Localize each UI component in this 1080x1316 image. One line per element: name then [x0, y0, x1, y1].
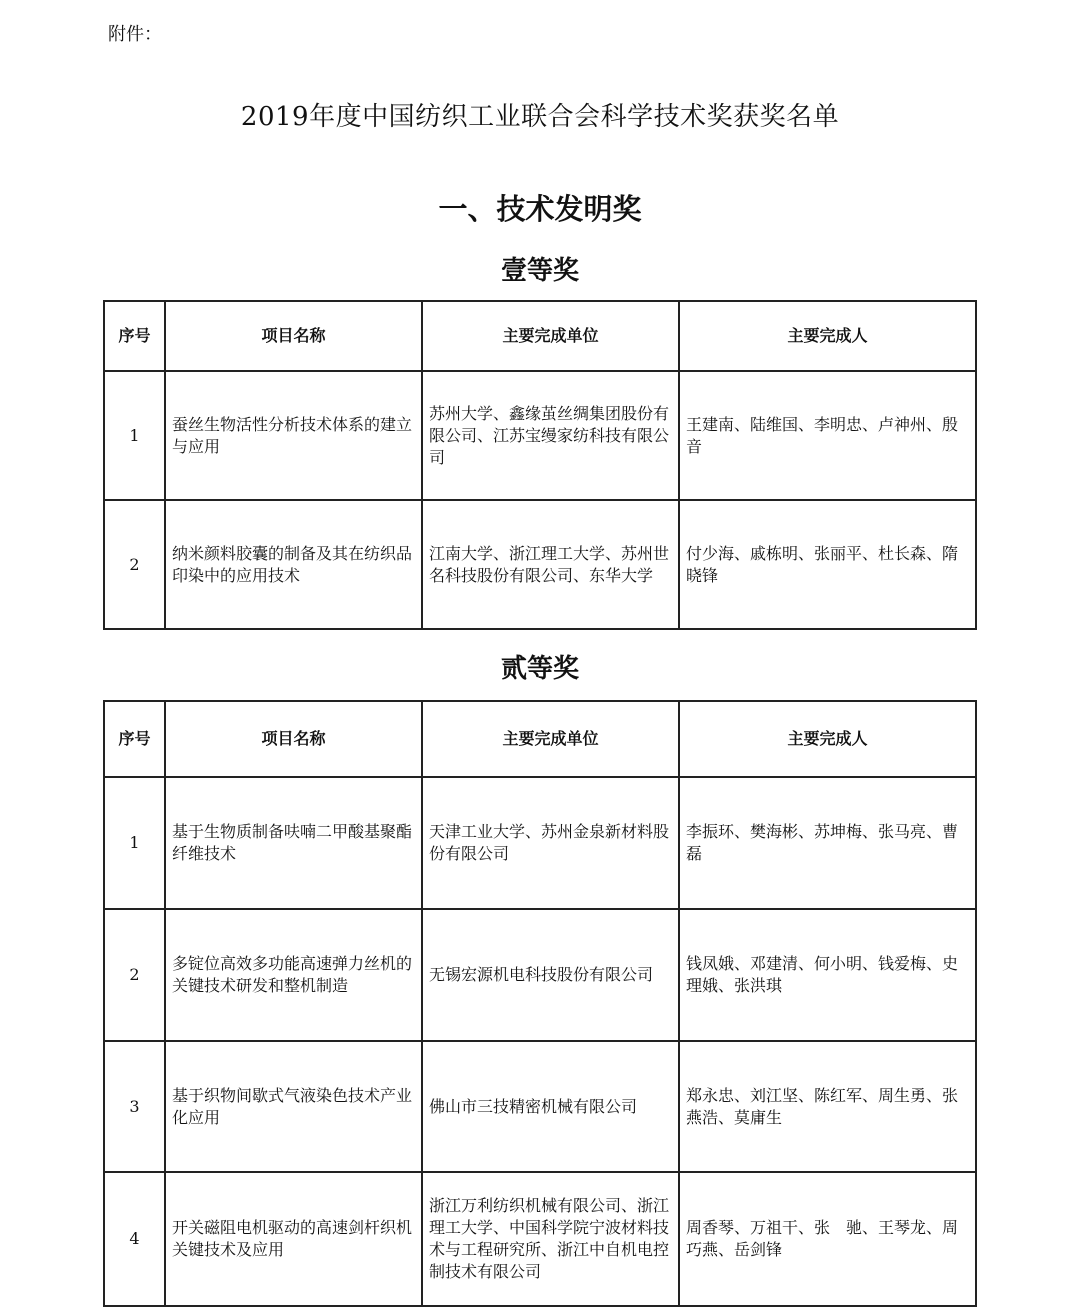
document-title: 2019年度中国纺织工业联合会科学技术奖获奖名单	[240, 102, 840, 132]
grade-2-table	[103, 700, 977, 1307]
table-row	[104, 777, 976, 909]
header-seq: 序号	[104, 701, 165, 777]
table-header-row	[104, 301, 976, 371]
header-project: 项目名称	[165, 301, 422, 371]
completion-people: 李振环、樊海彬、苏坤梅、张马亮、曹 磊	[679, 777, 976, 909]
row-number: 1	[104, 777, 165, 909]
completion-people: 钱凤娥、邓建清、何小明、钱爱梅、史理娥、张洪琪	[679, 909, 976, 1041]
table-row	[104, 909, 976, 1041]
completion-people: 郑永忠、刘江坚、陈红军、周生勇、张燕浩、莫庸生	[679, 1041, 976, 1172]
project-name: 纳米颜料胶囊的制备及其在纺织品印染中的应用技术	[165, 500, 422, 629]
completion-units: 江南大学、浙江理工大学、苏州世名科技股份有限公司、东华大学	[422, 500, 679, 629]
table-row	[104, 371, 976, 500]
completion-units: 浙江万利纺织机械有限公司、浙江理工大学、中国科学院宁波材料技术与工程研究所、浙江中自机电控制技术有限公司	[422, 1172, 679, 1306]
project-name: 基于织物间歇式气液染色技术产业化应用	[165, 1041, 422, 1172]
header-project: 项目名称	[165, 701, 422, 777]
header-seq: 序号	[104, 301, 165, 371]
header-units: 主要完成单位	[422, 701, 679, 777]
project-name: 多锭位高效多功能高速弹力丝机的关键技术研发和整机制造	[165, 909, 422, 1041]
project-name: 基于生物质制备呋喃二甲酸基聚酯纤维技术	[165, 777, 422, 909]
grade-1-table	[103, 300, 977, 630]
table-row	[104, 1041, 976, 1172]
completion-people: 王建南、陆维国、李明忠、卢神州、殷 音	[679, 371, 976, 500]
completion-units: 无锡宏源机电科技股份有限公司	[422, 909, 679, 1041]
project-name: 开关磁阻电机驱动的高速剑杆织机关键技术及应用	[165, 1172, 422, 1306]
table-row	[104, 1172, 976, 1306]
completion-units: 苏州大学、鑫缘茧丝绸集团股份有限公司、江苏宝缦家纺科技有限公司	[422, 371, 679, 500]
table-header-row	[104, 701, 976, 777]
completion-units: 佛山市三技精密机械有限公司	[422, 1041, 679, 1172]
grade-1-title: 壹等奖	[500, 256, 579, 286]
section-title: 一、技术发明奖	[438, 192, 642, 226]
header-people: 主要完成人	[679, 701, 976, 777]
table-row	[104, 500, 976, 629]
header-people: 主要完成人	[679, 301, 976, 371]
attachment-label: 附件：	[108, 24, 162, 45]
row-number: 2	[104, 909, 165, 1041]
row-number: 2	[104, 500, 165, 629]
row-number: 1	[104, 371, 165, 500]
completion-people: 付少海、戚栋明、张丽平、杜长森、隋晓锋	[679, 500, 976, 629]
header-units: 主要完成单位	[422, 301, 679, 371]
row-number: 3	[104, 1041, 165, 1172]
completion-units: 天津工业大学、苏州金泉新材料股份有限公司	[422, 777, 679, 909]
completion-people: 周香琴、万祖干、张 驰、王琴龙、周巧燕、岳剑锋	[679, 1172, 976, 1306]
row-number: 4	[104, 1172, 165, 1306]
grade-2-title: 贰等奖	[500, 654, 579, 684]
project-name: 蚕丝生物活性分析技术体系的建立与应用	[165, 371, 422, 500]
